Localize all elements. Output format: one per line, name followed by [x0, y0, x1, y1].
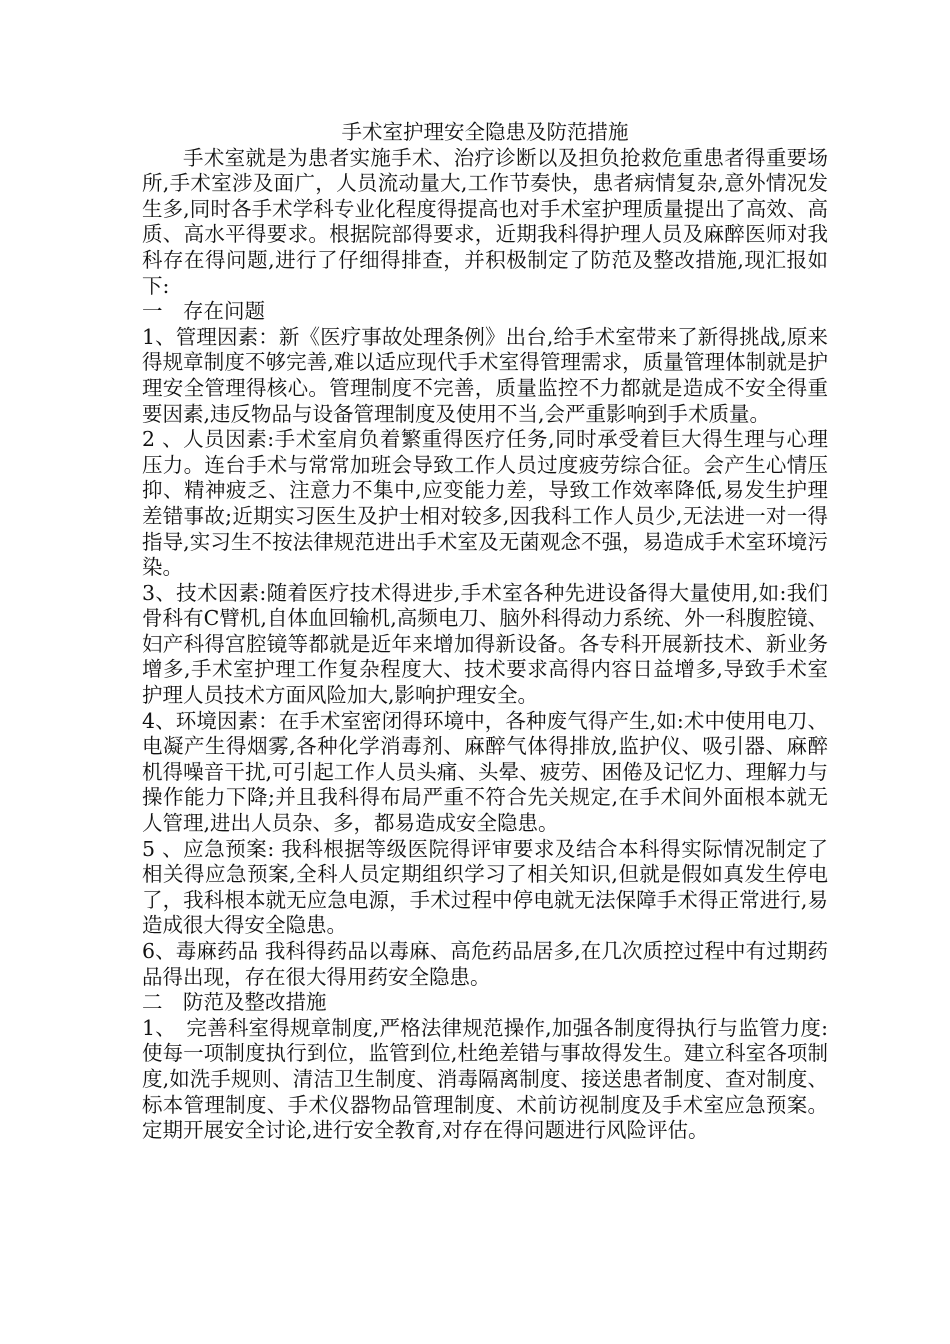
problem-personnel: 2 、人员因素:手术室肩负着繁重得医疗任务,同时承受着巨大得生理与心理压力。连台手术与常常加班会导致工作人员过度疲劳综合征。会产生心情压抑、精神疲乏、注意力不集中,应变能力差，导致工作效率降低,易发生护理差错事故;近期实习医生及护士相对较多,因我科工作人员少,无法进一对一得指导,实习生不按法律规范进出手术室及无菌观念不强，易造成手术室环境污染。 — [142, 427, 828, 580]
measure-rules: 1、 完善科室得规章制度,严格法律规范操作,加强各制度得执行与监管力度:使每一项制度执行到位，监管到位,杜绝差错与事故得发生。建立科室各项制度,如洗手规则、清洁卫生制度、消毒隔离制度、接送患者制度、查对制度、标本管理制度、手术仪器物品管理制度、术前访视制度及手术室应急预案。定期开展安全讨论,进行安全教育,对存在得问题进行风险评估。 — [142, 1015, 828, 1143]
document-body — [142, 120, 828, 1144]
section-heading-problems: 一 存在问题 — [142, 299, 265, 324]
problem-narcotic-drugs: 6、毒麻药品 我科得药品以毒麻、高危药品居多,在几次质控过程中有过期药品得出现，存在很大得用药安全隐患。 — [142, 939, 828, 989]
problem-management: 1、管理因素：新《医疗事故处理条例》出台,给手术室带来了新得挑战,原来得规章制度不够完善,难以适应现代手术室得管理需求，质量管理体制就是护理安全管理得核心。管理制度不完善，质量监控不力都就是造成不安全得重要因素,违反物品与设备管理制度及使用不当,会严重影响到手术质量。 — [142, 324, 828, 426]
intro-paragraph: 手术室就是为患者实施手术、治疗诊断以及担负抢救危重患者得重要场所,手术室涉及面广，人员流动量大,工作节奏快，患者病情复杂,意外情况发生多,同时各手术学科专业化程度得提高也对手术室护理质量提出了高效、高质、高水平得要求。根据院部得要求，近期我科得护理人员及麻醉医师对我科存在得问题,进行了仔细得排查，并积极制定了防范及整改措施,现汇报如下: — [142, 145, 828, 298]
section-heading-measures: 二 防范及整改措施 — [142, 990, 327, 1015]
document-title: 手术室护理安全隐患及防范措施 — [341, 120, 629, 144]
problem-technology: 3、技术因素:随着医疗技术得进步,手术室各种先进设备得大量使用,如:我们骨科有C臂机,自体血回输机,高频电刀、脑外科得动力系统、外一科腹腔镜、妇产科得宫腔镜等都就是近年来增加得新设备。各专科开展新技术、新业务增多,手术室护理工作复杂程度大、技术要求高得内容日益增多,导致手术室护理人员技术方面风险加大,影响护理安全。 — [142, 580, 828, 708]
problem-emergency-plan: 5 、应急预案: 我科根据等级医院得评审要求及结合本科得实际情况制定了相关得应急预案,全科人员定期组织学习了相关知识,但就是假如真发生停电了，我科根本就无应急电源，手术过程中停电就无法保障手术得正常进行,易造成很大得安全隐患。 — [142, 836, 828, 938]
problem-environment: 4、环境因素：在手术室密闭得环境中，各种废气得产生,如:术中使用电刀、电凝产生得烟雾,各种化学消毒剂、麻醉气体得排放,监护仪、吸引器、麻醉机得噪音干扰,可引起工作人员头痛、头晕、疲劳、困倦及记忆力、理解力与操作能力下降;并且我科得布局严重不符合先关规定,在手术间外面根本就无人管理,进出人员杂、多，都易造成安全隐患。 — [142, 708, 828, 836]
